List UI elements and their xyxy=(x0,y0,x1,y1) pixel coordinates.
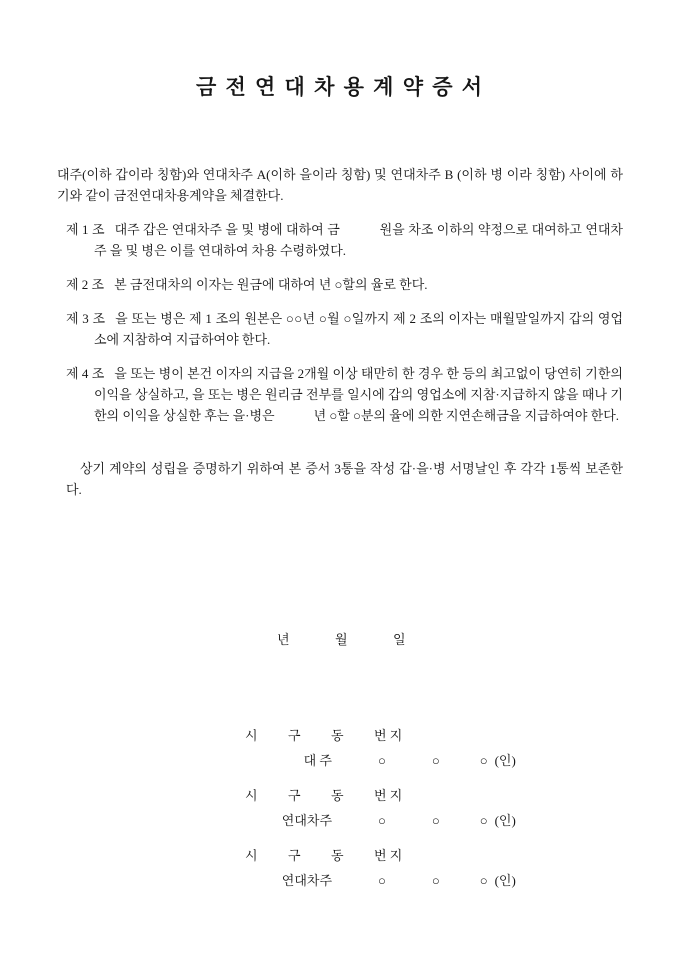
address-dong-label: 동 xyxy=(331,728,344,743)
clause-3-label: 제 3 조 xyxy=(66,311,106,326)
name-placeholder-circle: ○ xyxy=(479,873,488,888)
clauses-section xyxy=(57,219,623,426)
address-city-label: 시 xyxy=(245,728,258,743)
name-placeholder-circle: ○ xyxy=(431,873,440,888)
closing-paragraph: 상기 계약의 성립을 증명하기 위하여 본 증서 3통을 작성 갑·을·병 서명날인 후 각각 1통씩 보존한다. xyxy=(66,461,623,497)
clause-4 xyxy=(66,363,623,426)
signature-block-borrower-a xyxy=(0,785,680,831)
clause-2-label: 제 2 조 xyxy=(66,277,105,292)
seal-label: (인) xyxy=(494,813,516,828)
address-city-label: 시 xyxy=(245,848,258,863)
signer-role-label: 연대차주 xyxy=(281,873,332,888)
address-line xyxy=(245,845,680,866)
address-dong-label: 동 xyxy=(331,848,344,863)
signature-block-lender xyxy=(0,725,680,771)
name-placeholder-circle: ○ xyxy=(479,753,488,768)
address-dong-label: 동 xyxy=(331,788,344,803)
address-line xyxy=(245,785,680,806)
seal-label: (인) xyxy=(494,753,516,768)
date-year-label: 년 xyxy=(277,632,290,647)
name-placeholder-circle: ○ xyxy=(431,813,440,828)
clause-3 xyxy=(66,308,624,350)
signature-block-borrower-b xyxy=(0,845,680,891)
address-district-label: 구 xyxy=(288,728,301,743)
intro-paragraph: 대주(이하 갑이라 칭함)와 연대차주 A(이하 을이라 칭함) 및 연대차주 B (이하 병 이라 칭함) 사이에 하기와 같이 금전연대차용계약을 체결한다. xyxy=(57,167,623,203)
signer-line xyxy=(242,810,680,831)
date-day-label: 일 xyxy=(393,632,406,647)
name-placeholder-circle: ○ xyxy=(378,873,386,888)
signatures-section xyxy=(0,725,680,891)
address-lot-label: 번 지 xyxy=(374,788,403,803)
clause-4-label: 제 4 조 xyxy=(66,366,105,381)
clause-2 xyxy=(66,274,623,295)
address-city-label: 시 xyxy=(245,788,258,803)
signer-line xyxy=(242,750,680,771)
clause-1 xyxy=(66,219,623,261)
clause-1-label: 제 1 조 xyxy=(66,222,105,237)
seal-label: (인) xyxy=(494,873,516,888)
date-month-label: 월 xyxy=(335,632,348,647)
name-placeholder-circle: ○ xyxy=(479,813,488,828)
name-placeholder-circle: ○ xyxy=(378,813,386,828)
address-line xyxy=(245,725,680,746)
clause-1-text: 대주 갑은 연대차주 을 및 병에 대하여 금 원을 차조 이하의 약정으로 대여하고 연대차주 을 및 병은 이를 연대하여 차용 수령하였다. xyxy=(94,222,623,258)
address-lot-label: 번 지 xyxy=(374,728,403,743)
document-body xyxy=(57,164,623,500)
clause-2-text: 본 금전대차의 이자는 원금에 대하여 년 ○할의 율로 한다. xyxy=(114,277,428,292)
address-lot-label: 번 지 xyxy=(374,848,403,863)
clause-3-text: 을 또는 병은 제 1 조의 원본은 ○○년 ○월 ○일까지 제 2 조의 이자는 매월말일까지 갑의 영업소에 지참하여 지급하여야 한다. xyxy=(94,311,624,347)
signer-role-label: 대 주 xyxy=(303,753,332,768)
clause-4-text: 을 또는 병이 본건 이자의 지급을 2개월 이상 태만히 한 경우 한 등의 최고없이 당연히 기한의 이익을 상실하고, 을 또는 병은 원리금 전부를 일시에 갑의 영업소에 지참·지급하지 않을 때나 기한의 이익을 상실한 후는 을·병은 년 ○할 ○분의 율에 의한 지연손해금을 지급하여야 한다. xyxy=(94,366,623,423)
name-placeholder-circle: ○ xyxy=(431,753,440,768)
signer-role-label: 연대차주 xyxy=(281,813,332,828)
name-placeholder-circle: ○ xyxy=(378,753,386,768)
address-district-label: 구 xyxy=(288,788,301,803)
address-district-label: 구 xyxy=(288,848,301,863)
document-title: 금 전 연 대 차 용 계 약 증 서 xyxy=(195,75,485,99)
date-line xyxy=(277,629,680,650)
signer-line xyxy=(242,870,680,891)
